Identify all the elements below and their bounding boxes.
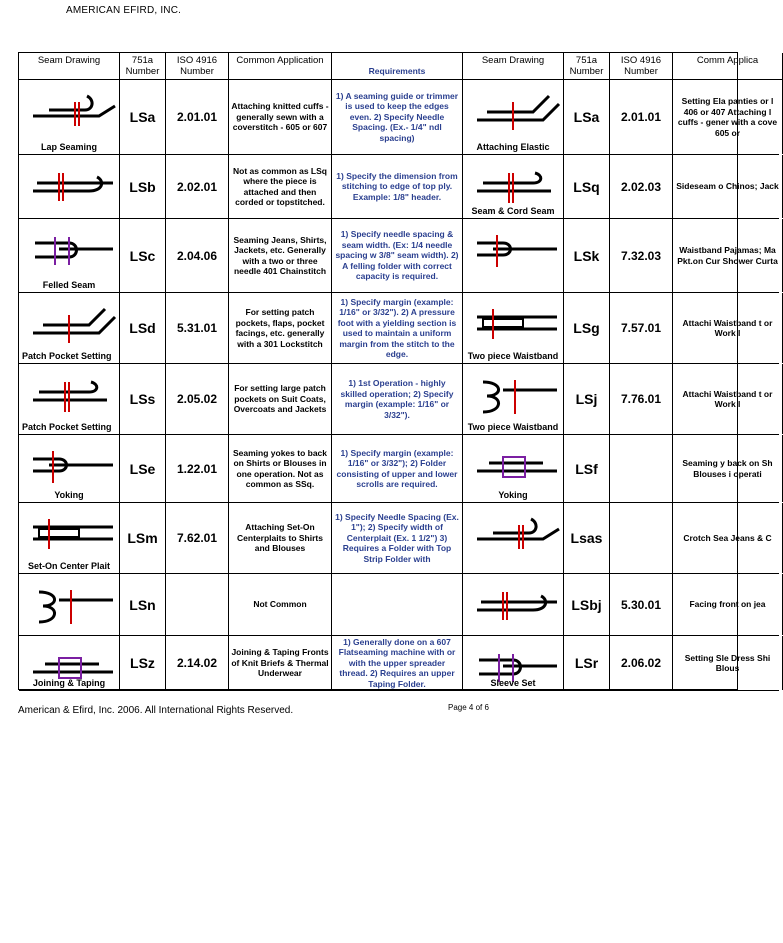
table-row <box>19 636 779 691</box>
seam-drawing <box>19 503 120 573</box>
header-common-application-2: Comm Applica <box>673 53 783 80</box>
seam-drawing-right <box>463 219 564 292</box>
seam-751a-number: LSq <box>564 155 610 218</box>
table-row <box>19 219 779 293</box>
seam-751a-number: LSz <box>120 636 166 690</box>
common-application: Seaming yokes to back on Shirts or Blouses in one operation. Not as common as SSq. <box>229 435 332 502</box>
seam-drawing-right <box>463 435 564 502</box>
iso-number: 2.02.03 <box>610 155 673 218</box>
requirements <box>332 574 463 635</box>
table-row <box>19 503 779 574</box>
seam-751a-number: LSg <box>564 293 610 363</box>
common-application: Seaming y back on Sh Blouses i operati <box>673 435 783 502</box>
requirements: 1) Generally done on a 607 Flatseaming machine with or with the upper spreader thread. 2) Requires an upper Taping Folder. <box>332 636 463 690</box>
seam-drawing-right <box>463 503 564 573</box>
seam-751a-number: LSf <box>564 435 610 502</box>
seam-751a-number: LSbj <box>564 574 610 635</box>
common-application: Not Common <box>229 574 332 635</box>
table-row <box>19 293 779 364</box>
common-application: Setting Sle Dress Shi Blous <box>673 636 783 690</box>
seam-diagram-icon <box>473 86 563 134</box>
iso-number: 7.62.01 <box>166 503 229 573</box>
requirements: 1) Specify the dimension from stitching to edge of top ply. Example: 1/8" header. <box>332 155 463 218</box>
seam-751a-number: LSk <box>564 219 610 292</box>
seam-diagram-icon <box>473 225 563 273</box>
seam-drawing <box>19 574 120 635</box>
header-iso-number-2: ISO 4916 Number <box>610 53 673 80</box>
seam-label: Felled Seam <box>42 280 96 290</box>
seam-drawing <box>19 293 120 363</box>
seam-label: Two piece Waistband <box>467 422 559 432</box>
common-application: Sideseam o Chinos; Jack <box>673 155 783 218</box>
seam-diagram-icon <box>473 161 563 209</box>
requirements: 1) A seaming guide or trimmer is used to keep the edges even. 2) Specify Needle Spacing. (Ex.- 1/4" ndl spacing) <box>332 80 463 154</box>
iso-number <box>610 503 673 573</box>
common-application: Attaching knitted cuffs - generally sewn with a coverstitch - 605 or 607 <box>229 80 332 154</box>
iso-number <box>166 574 229 635</box>
table-row <box>19 364 779 435</box>
header-requirements: Requirements <box>332 53 463 80</box>
iso-number: 2.01.01 <box>166 80 229 154</box>
seam-drawing-right <box>463 155 564 218</box>
iso-number: 2.02.01 <box>166 155 229 218</box>
company-name: AMERICAN EFIRD, INC. <box>66 5 182 16</box>
header-seam-drawing-2: Seam Drawing <box>463 53 564 80</box>
seam-drawing-right <box>463 293 564 363</box>
seam-label: Seam & Cord Seam <box>471 206 555 216</box>
seam-751a-number: LSe <box>120 435 166 502</box>
seam-drawing <box>19 364 120 434</box>
seam-diagram-icon <box>29 86 119 134</box>
seam-diagram-icon <box>29 225 119 273</box>
iso-number: 2.06.02 <box>610 636 673 690</box>
seam-751a-number: LSm <box>120 503 166 573</box>
seam-diagram-icon <box>29 580 119 628</box>
common-application: For setting patch pockets, flaps, pocket facings, etc. generally with a 301 Lockstitch <box>229 293 332 363</box>
seam-drawing-right <box>463 80 564 154</box>
copyright-footer: American & Efird, Inc. 2006. All International Rights Reserved. <box>18 705 294 716</box>
header-common-application: Common Application <box>229 53 332 80</box>
seam-drawing <box>19 80 120 154</box>
iso-number: 5.31.01 <box>166 293 229 363</box>
seam-diagram-icon <box>29 161 119 209</box>
seam-751a-number: LSa <box>120 80 166 154</box>
iso-number: 7.76.01 <box>610 364 673 434</box>
seam-diagram-icon <box>473 441 563 489</box>
seam-diagram-icon <box>29 370 119 418</box>
seam-diagram-icon <box>29 441 119 489</box>
common-application: Joining & Taping Fronts of Knit Briefs & Thermal Underwear <box>229 636 332 690</box>
seam-751a-number: LSs <box>120 364 166 434</box>
seam-label: Set-On Center Plait <box>27 561 110 571</box>
seam-751a-number: LSr <box>564 636 610 690</box>
seam-label: Joining & Taping <box>32 678 106 688</box>
common-application: Attaching Set-On Centerplaits to Shirts and Blouses <box>229 503 332 573</box>
seam-label: Attaching Elastic <box>476 142 550 152</box>
requirements: 1) Specify needle spacing & seam width. (Ex: 1/4 needle spacing w 3/8" seam width). 2) A felling folder with correct capacity is required. <box>332 219 463 292</box>
seam-drawing <box>19 636 120 690</box>
iso-number: 2.04.06 <box>166 219 229 292</box>
common-application: Setting Ela panties or l 406 or 407 Attaching l cuffs - gener with a cove 605 or <box>673 80 783 154</box>
seam-label: Yoking <box>498 490 528 500</box>
seam-label: Patch Pocket Setting <box>22 351 112 361</box>
seam-table <box>18 52 779 690</box>
common-application: For setting large patch pockets on Suit Coats, Overcoats and Jackets <box>229 364 332 434</box>
seam-diagram-icon <box>29 509 119 557</box>
common-application: Seaming Jeans, Shirts, Jackets, etc. Generally with a two or three needle 401 Chainstitch <box>229 219 332 292</box>
common-application: Waistband Pajamas; Ma Pkt.on Cur Shower Curta <box>673 219 783 292</box>
seam-label: Lap Seaming <box>40 142 97 152</box>
seam-diagram-icon <box>473 370 563 418</box>
seam-label: Patch Pocket Setting <box>22 422 112 432</box>
iso-number: 5.30.01 <box>610 574 673 635</box>
common-application: Not as common as LSq where the piece is attached and then corded or topstitched. <box>229 155 332 218</box>
header-751a-number-2: 751a Number <box>564 53 610 80</box>
seam-751a-number: LSd <box>120 293 166 363</box>
seam-751a-number: LSj <box>564 364 610 434</box>
page-number: Page 4 of 6 <box>448 703 489 712</box>
common-application: Crotch Sea Jeans & C <box>673 503 783 573</box>
seam-751a-number: LSb <box>120 155 166 218</box>
seam-diagram-icon <box>473 299 563 347</box>
requirements: 1) Specify Needle Spacing (Ex. 1"); 2) Specify width of Centerplait (Ex. 1 1/2") 3) Requires a Folder with Top Strip Folder with <box>332 503 463 573</box>
seam-drawing-right <box>463 364 564 434</box>
requirements: 1) Specify margin (example: 1/16" or 3/32"); 2) Folder consisting of upper and lower scrolls are required. <box>332 435 463 502</box>
table-row <box>19 155 779 219</box>
iso-number: 2.05.02 <box>166 364 229 434</box>
seam-751a-number: LSc <box>120 219 166 292</box>
seam-drawing <box>19 435 120 502</box>
header-751a-number: 751a Number <box>120 53 166 80</box>
seam-drawing-right <box>463 636 564 690</box>
seam-label: Sleeve Set <box>490 678 536 688</box>
requirements: 1) 1st Operation - highly skilled operation; 2) Specify margin (example: 1/16" or 3/32"). <box>332 364 463 434</box>
seam-label: Yoking <box>54 490 84 500</box>
seam-751a-number: LSn <box>120 574 166 635</box>
table-row <box>19 435 779 503</box>
seam-751a-number: LSa <box>564 80 610 154</box>
header-seam-drawing: Seam Drawing <box>19 53 120 80</box>
iso-number: 2.01.01 <box>610 80 673 154</box>
seam-diagram-icon <box>473 580 563 628</box>
iso-number: 1.22.01 <box>166 435 229 502</box>
seam-label: Two piece Waistband <box>467 351 559 361</box>
seam-drawing <box>19 155 120 218</box>
seam-diagram-icon <box>473 509 563 557</box>
seam-drawing-right <box>463 574 564 635</box>
requirements: 1) Specify margin (example: 1/16" or 3/32"). 2) A pressure foot with a yielding section is used to maintain a uniform margin from the stitch to the edge. <box>332 293 463 363</box>
iso-number <box>610 435 673 502</box>
common-application: Attachi Waistband t or Work l <box>673 293 783 363</box>
table-row <box>19 574 779 636</box>
iso-number: 2.14.02 <box>166 636 229 690</box>
iso-number: 7.57.01 <box>610 293 673 363</box>
table-row <box>19 80 779 155</box>
common-application: Attachi Waistband t or Work l <box>673 364 783 434</box>
seam-751a-number: Lsas <box>564 503 610 573</box>
seam-drawing <box>19 219 120 292</box>
seam-diagram-icon <box>29 299 119 347</box>
iso-number: 7.32.03 <box>610 219 673 292</box>
header-iso-number: ISO 4916 Number <box>166 53 229 80</box>
common-application: Facing front on jea <box>673 574 783 635</box>
